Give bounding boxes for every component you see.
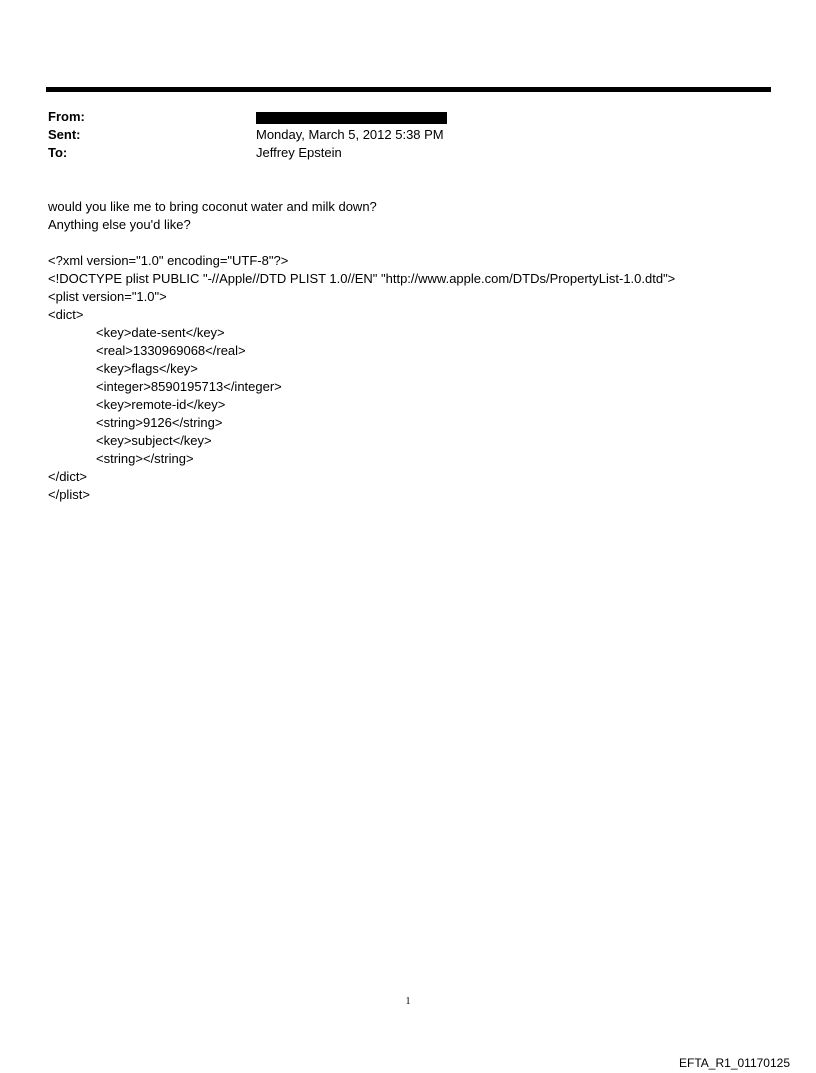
message-line-1: would you like me to bring coconut water and milk down?	[48, 199, 377, 214]
spacer	[48, 234, 768, 252]
to-label: To:	[48, 144, 68, 160]
email-header	[48, 107, 768, 161]
from-value-redacted	[256, 109, 447, 124]
plist-entry: <key>date-sent</key>	[96, 325, 225, 340]
sent-row	[48, 125, 768, 143]
dict-open: <dict>	[48, 307, 84, 322]
page-number: 1	[405, 996, 411, 1007]
email-body	[48, 198, 768, 504]
plist-entry: <real>1330969068</real>	[96, 343, 246, 358]
plist-entry: <key>flags</key>	[96, 361, 198, 376]
sent-label: Sent:	[48, 126, 81, 142]
redaction-block	[256, 112, 447, 124]
sent-value: Monday, March 5, 2012 5:38 PM	[256, 126, 444, 142]
plist-close: </plist>	[48, 487, 90, 502]
dict-close: </dict>	[48, 469, 88, 484]
from-label: From:	[48, 108, 85, 124]
plist-open: <plist version="1.0">	[48, 289, 167, 304]
from-row	[48, 107, 768, 125]
xml-declaration: <?xml version="1.0" encoding="UTF-8"?>	[48, 253, 289, 268]
message-line-2: Anything else you'd like?	[48, 217, 191, 232]
doctype-line: <!DOCTYPE plist PUBLIC "-//Apple//DTD PLIST 1.0//EN" "http://www.apple.com/DTDs/PropertyList-1.0.dtd">	[48, 271, 676, 286]
plist-entry: <string></string>	[96, 451, 194, 466]
bates-number: EFTA_R1_01170125	[679, 1056, 790, 1070]
header-rule	[46, 87, 771, 92]
plist-entry: <string>9126</string>	[96, 415, 223, 430]
to-row	[48, 143, 768, 161]
plist-entry: <key>subject</key>	[96, 433, 212, 448]
plist-entry: <integer>8590195713</integer>	[96, 379, 282, 394]
to-value: Jeffrey Epstein	[256, 144, 342, 160]
plist-entry: <key>remote-id</key>	[96, 397, 226, 412]
